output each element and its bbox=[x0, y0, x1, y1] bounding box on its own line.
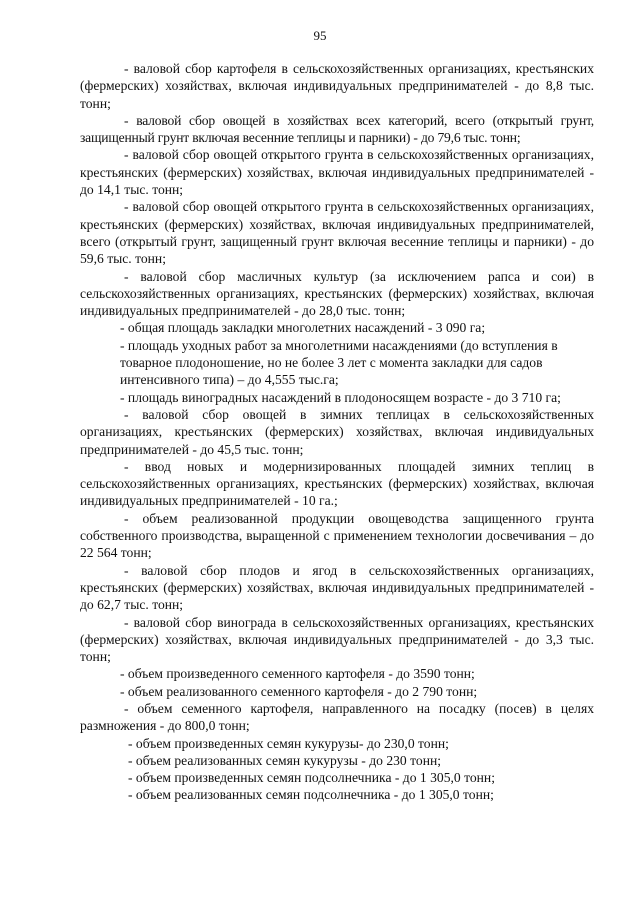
page-number: 95 bbox=[313, 28, 327, 43]
document-body bbox=[80, 60, 594, 804]
list-item: - валовой сбор картофеля в сельскохозяйственных организациях, крестьянских (фермерских) хозяйствах, включая индивидуальных предпринимателей - до 8,8 тыс. тонн; bbox=[80, 61, 594, 111]
list-item: - объем реализованных семян кукурузы - до 230 тонн; bbox=[128, 752, 442, 768]
list-item: - валовой сбор овощей в зимних теплицах в сельскохозяйственных организациях, крестьянских (фермерских) хозяйствах, включая индивидуальных предпринимателей - до 45,5 тыс. тонн; bbox=[80, 406, 594, 457]
list-item: - объем произведенных семян кукурузы- до 230,0 тонн; bbox=[128, 735, 449, 751]
list-item: - валовой сбор масличных культур (за исключением рапса и сои) в сельскохозяйственных организациях, крестьянских (фермерских) хозяйствах, включая индивидуальных предпринимателей - до 28,0 тыс. тонн; bbox=[80, 268, 594, 319]
list-item: - объем реализованного семенного картофеля - до 2 790 тонн; bbox=[120, 683, 478, 699]
list-item: - площадь уходных работ за многолетними насаждениями (до вступления в товарное плодоношение, но не более 3 лет с момента закладки для садов интенсивного типа) – до 4,555 тыс.га; bbox=[120, 337, 558, 388]
list-item: - площадь виноградных насаждений в плодоносящем возрасте - до 3 710 га; bbox=[120, 389, 561, 405]
list-item: - валовой сбор овощей в хозяйствах всех категорий, всего (открытый грунт, защищенный грунт включая весенние теплицы и парники) - до 79,6 тыс. тонн; bbox=[80, 112, 594, 146]
list-item: - ввод новых и модернизированных площадей зимних теплиц в сельскохозяйственных организациях, крестьянских (фермерских) хозяйствах, включая индивидуальных предпринимателей - 10 га.; bbox=[80, 458, 594, 509]
list-item: - валовой сбор овощей открытого грунта в сельскохозяйственных организациях, крестьянских (фермерских) хозяйствах, включая индивидуальных предпринимателей - до 14,1 тыс. тонн; bbox=[80, 147, 594, 198]
list-item: - объем произведенных семян подсолнечника - до 1 305,0 тонн; bbox=[128, 770, 495, 786]
list-item: - общая площадь закладки многолетних насаждений - 3 090 га; bbox=[120, 320, 486, 336]
list-item: - объем произведенного семенного картофеля - до 3590 тонн; bbox=[120, 666, 475, 682]
list-item: - валовой сбор плодов и ягод в сельскохозяйственных организациях, крестьянских (фермерских) хозяйствах, включая индивидуальных предпринимателей - до 62,7 тыс. тонн; bbox=[80, 562, 594, 613]
list-item: - объем семенного картофеля, направленного на посадку (посев) в целях размножения - до 800,0 тонн; bbox=[80, 700, 594, 734]
list-item: - валовой сбор овощей открытого грунта в сельскохозяйственных организациях, крестьянских (фермерских) хозяйствах, включая индивидуальных предпринимателей, всего (открытый грунт, защищенный грунт включая весенние теплицы и парники) - до 59,6 тыс. тонн; bbox=[80, 199, 594, 267]
list-item: - объем реализованной продукции овощеводства защищенного грунта собственного производства, выращенной с применением технологии досвечивания – до 22 564 тонн; bbox=[80, 510, 594, 561]
list-item: - объем реализованных семян подсолнечника - до 1 305,0 тонн; bbox=[128, 787, 494, 803]
list-item: - валовой сбор винограда в сельскохозяйственных организациях, крестьянских (фермерских) хозяйствах, включая индивидуальных предпринимателей - до 3,3 тыс. тонн; bbox=[80, 614, 594, 665]
